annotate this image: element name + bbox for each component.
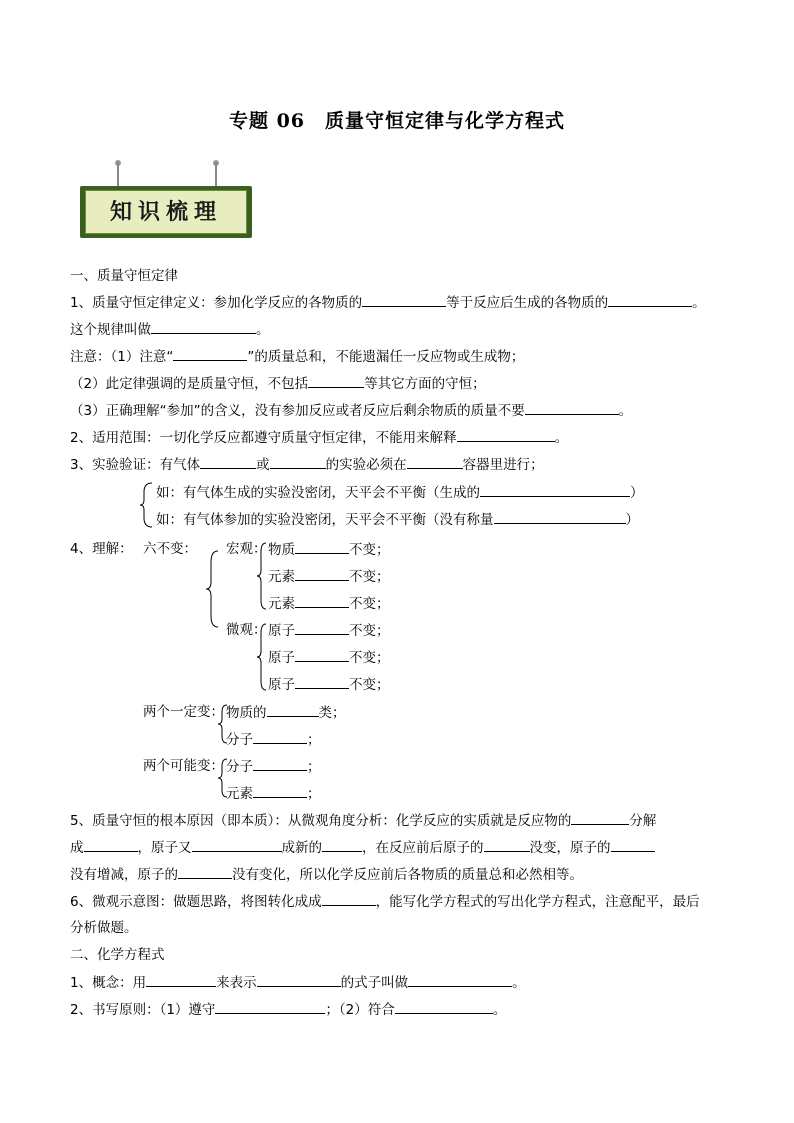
macro-item-element-2 — [268, 593, 390, 614]
text: 成 — [70, 840, 84, 856]
brace-macro — [257, 542, 267, 610]
text: 不变； — [349, 623, 390, 639]
text: ”的质量总和，不能遗漏任一反应物或生成物； — [247, 349, 525, 365]
text: 元素 — [268, 596, 295, 612]
blank[interactable] — [484, 837, 530, 852]
text: 1、质量守恒定律定义：参加化学反应的各物质的 — [70, 295, 363, 311]
text: 没有增减，原子的 — [70, 867, 178, 883]
line-essence-1 — [70, 810, 656, 831]
badge-frame — [80, 186, 252, 238]
blank[interactable] — [253, 783, 307, 798]
micro-item-atom-2 — [268, 647, 390, 668]
text: ； — [307, 759, 321, 775]
line-diagram-2: 分析做题。 — [70, 920, 138, 936]
blank[interactable] — [295, 593, 349, 608]
blank[interactable] — [322, 837, 362, 852]
page-title: 专题 06 质量守恒定律与化学方程式 — [228, 110, 566, 132]
text: ； — [307, 732, 321, 748]
brace-experiment — [140, 482, 154, 528]
text: 原子 — [268, 650, 295, 666]
must-item-molecule — [226, 729, 321, 750]
blank[interactable] — [295, 647, 349, 662]
text: 2、书写原则：（1）遵守 — [70, 1002, 216, 1018]
text: 如：有气体参加的实验没密闭，天平会不平衡（没有称量 — [156, 512, 494, 528]
text: ，原子又 — [137, 840, 192, 856]
text: 没变，原子的 — [529, 840, 611, 856]
line-definition — [70, 292, 706, 313]
text: 原子 — [268, 623, 295, 639]
blank[interactable] — [571, 810, 629, 825]
text: ，能写化学方程式的写出化学方程式，注意配平，最后 — [375, 894, 700, 910]
line-essence-2 — [70, 837, 655, 858]
text: 或 — [256, 457, 270, 473]
blank[interactable] — [295, 620, 349, 635]
blank[interactable] — [257, 972, 341, 987]
text: 原子 — [268, 677, 295, 693]
text: ） — [630, 485, 644, 501]
line-diagram-1 — [70, 891, 700, 912]
six-unchanged-label: 六不变： — [143, 541, 197, 557]
understand-label: 4、理解： — [70, 541, 133, 557]
text: 注意：（1）注意“ — [70, 349, 174, 365]
text: 物质 — [268, 542, 295, 558]
text: ； — [307, 786, 321, 802]
blank[interactable] — [270, 454, 326, 469]
text: 类； — [318, 705, 346, 721]
line-note-1 — [70, 346, 524, 367]
text: 不变； — [349, 542, 390, 558]
blank[interactable] — [200, 454, 256, 469]
line-essence-3 — [70, 864, 583, 885]
blank[interactable] — [494, 509, 626, 524]
blank[interactable] — [146, 972, 216, 987]
line-writing-principle — [70, 999, 506, 1020]
badge-label: 知识梳理 — [85, 190, 247, 234]
blank[interactable] — [253, 729, 307, 744]
blank[interactable] — [267, 702, 319, 717]
blank[interactable] — [395, 999, 493, 1014]
text: 2、适用范围：一切化学反应都遵守质量守恒定律，不能用来解释 — [70, 430, 457, 446]
macro-item-element-1 — [268, 566, 390, 587]
two-may-change-label: 两个可能变： — [143, 758, 224, 774]
blank[interactable] — [151, 319, 256, 334]
line-example-gas-consumed — [156, 509, 639, 530]
may-item-element — [226, 783, 321, 804]
text: 分解 — [629, 813, 657, 829]
text: 不变； — [349, 596, 390, 612]
text: 这个规律叫做 — [70, 322, 151, 338]
text: 的实验必须在 — [325, 457, 407, 473]
text: 5、质量守恒的根本原因（即本质）：从微观角度分析：化学反应的实质就是反应物的 — [70, 813, 572, 829]
blank[interactable] — [295, 674, 349, 689]
text: 。 — [554, 430, 569, 446]
text: （2）此定律强调的是质量守恒，不包括 — [70, 376, 309, 392]
micro-item-atom-1 — [268, 620, 390, 641]
text: 。 — [692, 295, 706, 311]
text: ） — [625, 512, 639, 528]
section-2-heading: 二、化学方程式 — [70, 947, 165, 963]
may-item-molecule — [226, 756, 321, 777]
text: 不变； — [349, 677, 390, 693]
text: 。 — [256, 322, 270, 338]
section-1-heading: 一、质量守恒定律 — [70, 268, 178, 284]
line-experiment — [70, 454, 544, 475]
text: 不变； — [349, 650, 390, 666]
text: 3、实验验证：有气体 — [70, 457, 201, 473]
blank[interactable] — [608, 292, 692, 307]
blank[interactable] — [192, 837, 282, 852]
blank[interactable] — [178, 864, 232, 879]
blank[interactable] — [84, 837, 138, 852]
text: ，在反应前后原子的 — [362, 840, 484, 856]
text: 。 — [492, 1002, 507, 1018]
text: 成新的 — [281, 840, 322, 856]
section-badge — [80, 160, 260, 244]
micro-item-atom-3 — [268, 674, 390, 695]
two-must-change-label: 两个一定变： — [143, 704, 224, 720]
blank[interactable] — [215, 999, 325, 1014]
text: 等于反应后生成的各物质的 — [446, 295, 609, 311]
text: 元素 — [226, 786, 253, 802]
line-concept — [70, 972, 526, 993]
line-scope — [70, 427, 568, 448]
line-law-name — [70, 319, 270, 340]
blank[interactable] — [173, 346, 247, 361]
blank[interactable] — [322, 891, 376, 906]
macro-item-substance — [268, 539, 390, 560]
text: 没有变化，所以化学反应前后各物质的质量总和必然相等。 — [232, 867, 583, 883]
micro-label: 微观： — [226, 622, 267, 638]
hanger-string-right — [215, 162, 217, 188]
text: 。 — [618, 403, 633, 419]
blank[interactable] — [407, 454, 463, 469]
brace-micro — [257, 623, 267, 691]
blank[interactable] — [253, 756, 307, 771]
brace-six-unchanged — [206, 550, 220, 628]
line-note-2 — [70, 373, 486, 394]
blank[interactable] — [457, 427, 555, 442]
blank[interactable] — [611, 837, 655, 852]
text: 分子 — [226, 759, 253, 775]
line-example-gas-produced — [156, 482, 644, 503]
blank[interactable] — [525, 400, 619, 415]
must-item-substance — [226, 702, 346, 723]
blank[interactable] — [295, 539, 349, 554]
text: 。 — [512, 975, 526, 991]
text: 物质的 — [226, 705, 267, 721]
blank[interactable] — [408, 972, 512, 987]
text: 6、微观示意图：做题思路，将图转化成成 — [70, 894, 322, 910]
text: 分子 — [226, 732, 253, 748]
hanger-string-left — [117, 162, 119, 188]
text: 1、概念：用 — [70, 975, 147, 991]
blank[interactable] — [308, 373, 364, 388]
macro-label: 宏观： — [226, 541, 267, 557]
blank[interactable] — [480, 482, 630, 497]
text: 来表示 — [216, 975, 257, 991]
text: ；（2）符合 — [325, 1002, 395, 1018]
text: 的式子叫做 — [340, 975, 409, 991]
text: （3）正确理解“参加”的含义，没有参加反应或者反应后剩余物质的质量不要 — [70, 403, 525, 419]
blank[interactable] — [362, 292, 446, 307]
text: 如：有气体生成的实验没密闭，天平会不平衡（生成的 — [156, 485, 480, 501]
blank[interactable] — [295, 566, 349, 581]
text: 容器里进行； — [462, 457, 544, 473]
text: 不变； — [349, 569, 390, 585]
text: 元素 — [268, 569, 295, 585]
line-note-3 — [70, 400, 632, 421]
text: 等其它方面的守恒； — [364, 376, 486, 392]
